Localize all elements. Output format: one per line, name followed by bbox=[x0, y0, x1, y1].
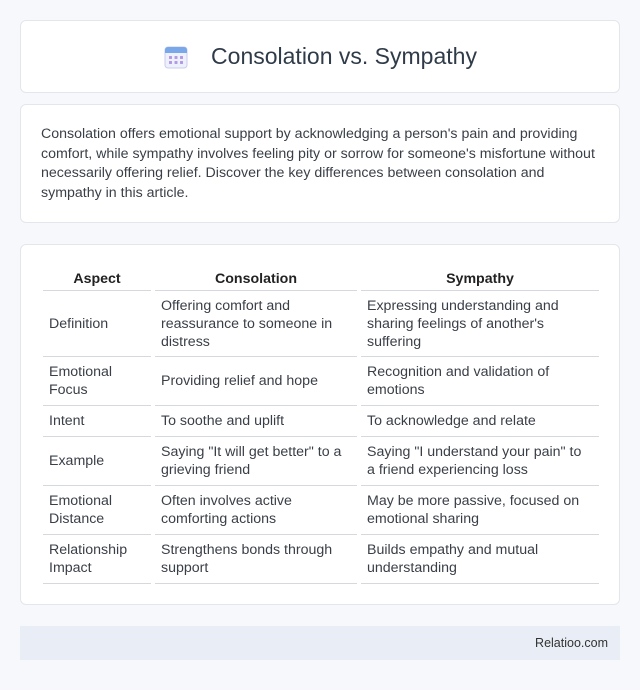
table-cell: Example bbox=[43, 437, 151, 486]
table-row bbox=[43, 291, 599, 357]
table-cell: Builds empathy and mutual understanding bbox=[361, 535, 599, 584]
table-cell: Emotional Distance bbox=[43, 486, 151, 535]
comparison-table bbox=[43, 265, 599, 584]
table-cell: Offering comfort and reassurance to someone in distress bbox=[155, 291, 357, 357]
footer bbox=[20, 626, 620, 660]
calendar-icon bbox=[163, 44, 189, 70]
table-row bbox=[43, 406, 599, 437]
table-cell: May be more passive, focused on emotional sharing bbox=[361, 486, 599, 535]
header-card bbox=[20, 20, 620, 93]
intro-text: Consolation offers emotional support by acknowledging a person's pain and providing comfort, while sympathy involves feeling pity or sorrow for someone's misfortune without necessarily offering relief. Discover the key differences between consolation and sympathy in this article. bbox=[41, 126, 595, 201]
table-cell: Intent bbox=[43, 406, 151, 437]
column-header-sympathy: Sympathy bbox=[361, 265, 599, 291]
intro-card bbox=[20, 104, 620, 223]
table-card bbox=[20, 244, 620, 605]
table-cell: Often involves active comforting actions bbox=[155, 486, 357, 535]
table-cell: Saying "It will get better" to a grieving friend bbox=[155, 437, 357, 486]
column-header-aspect: Aspect bbox=[43, 265, 151, 291]
table-cell: Expressing understanding and sharing feelings of another's suffering bbox=[361, 291, 599, 357]
table-cell: Strengthens bonds through support bbox=[155, 535, 357, 584]
table-cell: Recognition and validation of emotions bbox=[361, 357, 599, 406]
table-cell: Providing relief and hope bbox=[155, 357, 357, 406]
table-header-row bbox=[43, 265, 599, 291]
column-header-consolation: Consolation bbox=[155, 265, 357, 291]
table-row bbox=[43, 437, 599, 486]
table-row bbox=[43, 357, 599, 406]
table-cell: Saying "I understand your pain" to a friend experiencing loss bbox=[361, 437, 599, 486]
footer-brand: Relatioo.com bbox=[535, 636, 608, 650]
table-cell: Definition bbox=[43, 291, 151, 357]
page-title: Consolation vs. Sympathy bbox=[211, 43, 477, 69]
table-row bbox=[43, 535, 599, 584]
table-cell: Emotional Focus bbox=[43, 357, 151, 406]
table-cell: To acknowledge and relate bbox=[361, 406, 599, 437]
table-row bbox=[43, 486, 599, 535]
table-cell: To soothe and uplift bbox=[155, 406, 357, 437]
table-cell: Relationship Impact bbox=[43, 535, 151, 584]
header bbox=[163, 43, 477, 70]
